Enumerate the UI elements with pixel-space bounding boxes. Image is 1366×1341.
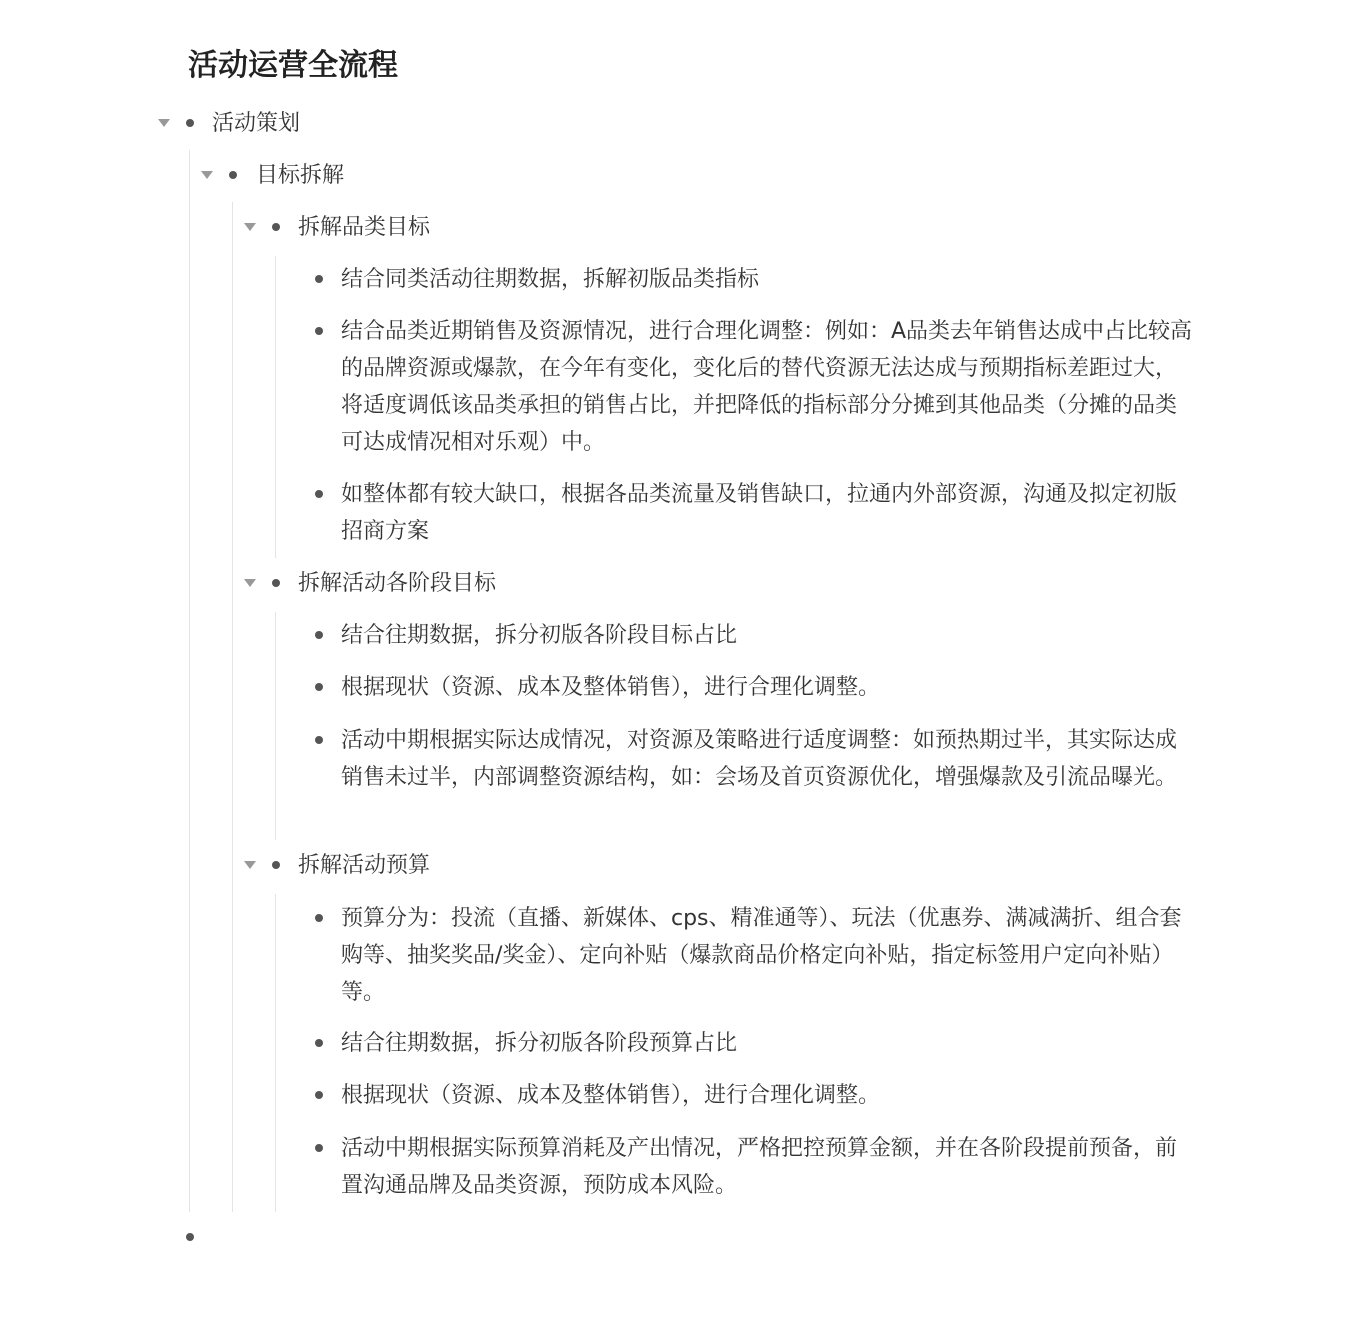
outline-leaf-item[interactable] [0, 261, 1366, 298]
outline-leaf-item[interactable] [0, 476, 1366, 550]
outline-node-label: 活动策划 [212, 111, 301, 136]
outline-leaf-text: 预算分为：投流（直播、新媒体、cps、精准通等）、玩法（优惠券、满减满折、组合套购等、抽奖奖品/奖金）、定向补贴（爆款商品价格定向补贴，指定标签用户定向补贴）等。 [341, 906, 1182, 1005]
collapse-toggle-icon[interactable] [201, 171, 213, 179]
outline-leaf-text: 活动中期根据实际预算消耗及产出情况，严格把控预算金额，并在各阶段提前预备，前置沟通品牌及品类资源，预防成本风险。 [341, 1136, 1178, 1198]
bullet-icon[interactable] [315, 1091, 323, 1099]
outline-leaf-item[interactable] [0, 1130, 1366, 1204]
outline-leaf-text: 结合同类活动往期数据，拆解初版品类指标 [341, 267, 760, 292]
outline-node-stage-goal[interactable] [0, 565, 1366, 602]
outline-leaf-item[interactable] [0, 1025, 1366, 1062]
outline-leaf-item[interactable] [0, 313, 1366, 461]
outline-leaf-text: 根据现状（资源、成本及整体销售），进行合理化调整。 [341, 675, 881, 700]
collapse-toggle-icon[interactable] [158, 119, 170, 127]
bullet-icon[interactable] [229, 171, 237, 179]
collapse-toggle-icon[interactable] [244, 861, 256, 869]
bullet-icon[interactable] [315, 736, 323, 744]
outline-node-label: 拆解品类目标 [298, 215, 431, 240]
outline-leaf-text: 如整体都有较大缺口，根据各品类流量及销售缺口，拉通内外部资源，沟通及拟定初版招商方案 [341, 482, 1178, 544]
outline-node-label: 目标拆解 [256, 163, 345, 188]
outline-node-budget[interactable] [0, 847, 1366, 884]
bullet-icon[interactable] [315, 683, 323, 691]
outline-leaf-text: 结合往期数据，拆分初版各阶段预算占比 [341, 1031, 738, 1056]
bullet-icon[interactable] [315, 1144, 323, 1152]
outline-leaf-item[interactable] [0, 617, 1366, 654]
outline-leaf-text: 结合往期数据，拆分初版各阶段目标占比 [341, 623, 738, 648]
outline-node-goal-breakdown[interactable] [0, 157, 1366, 194]
outline-leaf-item[interactable] [0, 900, 1366, 1011]
outline-node-label: 拆解活动各阶段目标 [298, 571, 497, 596]
outline-node-category-goal[interactable] [0, 209, 1366, 246]
page-title: 活动运营全流程 [188, 48, 398, 83]
outline-leaf-item[interactable] [0, 722, 1366, 833]
collapse-toggle-icon[interactable] [244, 579, 256, 587]
outline-node-activity-planning[interactable] [0, 105, 1366, 142]
outline-leaf-text: 根据现状（资源、成本及整体销售），进行合理化调整。 [341, 1083, 881, 1108]
outline-leaf-item[interactable] [0, 1077, 1366, 1114]
outline-leaf-text: 结合品类近期销售及资源情况，进行合理化调整：例如：A品类去年销售达成中占比较高的品牌资源或爆款，在今年有变化，变化后的替代资源无法达成与预期指标差距过大，将适度调低该品类承担的销售占比，并把降低的指标部分分摊到其他品类（分摊的品类可达成情况相对乐观）中。 [341, 319, 1193, 455]
outline-empty-node[interactable] [0, 1219, 1366, 1256]
bullet-icon[interactable] [186, 119, 194, 127]
bullet-icon[interactable] [186, 1233, 194, 1241]
collapse-toggle-icon[interactable] [244, 223, 256, 231]
bullet-icon[interactable] [315, 327, 323, 335]
bullet-icon[interactable] [315, 631, 323, 639]
bullet-icon[interactable] [315, 1039, 323, 1047]
outline-leaf-item[interactable] [0, 669, 1366, 706]
bullet-icon[interactable] [315, 490, 323, 498]
bullet-icon[interactable] [315, 275, 323, 283]
outline-leaf-text: 活动中期根据实际达成情况，对资源及策略进行适度调整：如预热期过半，其实际达成销售未过半，内部调整资源结构，如：会场及首页资源优化，增强爆款及引流品曝光。 [341, 728, 1178, 790]
bullet-icon[interactable] [315, 914, 323, 922]
bullet-icon[interactable] [272, 861, 280, 869]
bullet-icon[interactable] [272, 579, 280, 587]
bullet-icon[interactable] [272, 223, 280, 231]
outline-node-label: 拆解活动预算 [298, 853, 431, 878]
